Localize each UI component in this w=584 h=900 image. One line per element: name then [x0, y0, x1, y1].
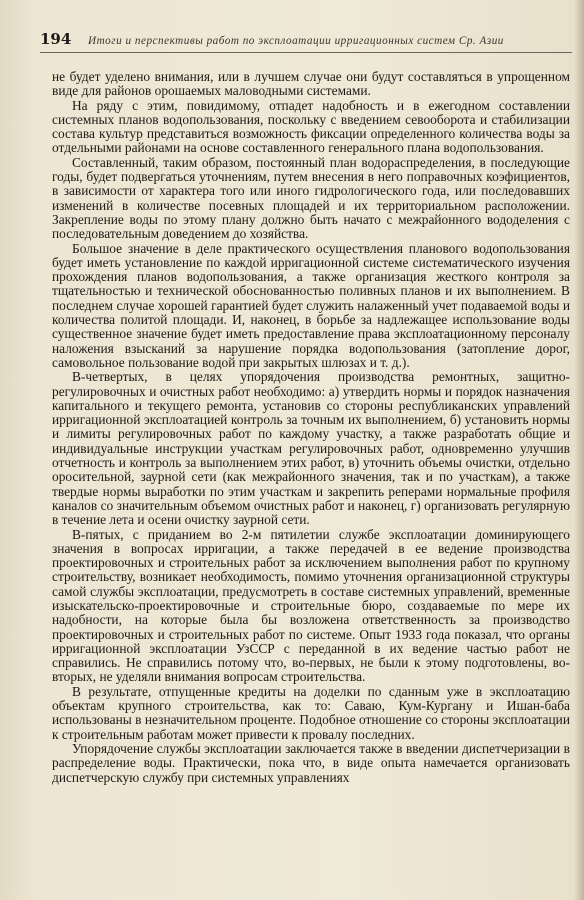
running-title: Итоги и перспективы работ по эксплоатации ирригационных систем Ср. Азии: [88, 35, 504, 47]
paragraph-2: На ряду с этим, повидимому, отпадет надобность и в ежегодном составлении системных планов водопользования, поскольку с введением севооборота и стабилизации состава культур представиться возможность фиксации определенного количества воды за отдельными районами на основе составленного генерального плана водопользования.: [52, 97, 570, 156]
paragraph-1: не будет уделено внимания, или в лучшем случае они будут составляться в упрощенном виде для районов орошаемых маловодными системами.: [52, 69, 570, 99]
page-header: [40, 30, 572, 53]
paragraph-5: В-четвертых, в целях упорядочения производства ремонтных, защитно-регулировочных и очистных работ необходимо: а) утвердить нормы и порядок назначения капитального и текущего ремонта, установив со стороны республиканских управлений ирригационной эксплоатацией контроль за точным их выполнением, б) установить нормы и лимиты регулировочных работ по каждому участку, а также разработать общие и индивидуальные инструкции участкам регулировочных работ, одновременно улучшив отчетность и контроль за выполнением этих работ, в) уточнить объемы очистки, отдельно оросительной, заурной сети (как межрайонного значения, так и по участкам), а также твердые нормы выработки по этим участкам и закрепить реперами нормальные профиля каналов со значительным объемом очистных работ и наконец, г) организовать регулярную в течение лета и осени очистку заурной сети.: [52, 369, 570, 528]
paragraph-7: В результате, отпущенные кредиты на доделки по сданным уже в эксплоатацию объектам крупного строительства, как то: Саваю, Кум-Кургану и Ишан-баба использованы в незначительном проценте. Подобное отношение со стороны эксплоатации к строительным работам может привести к провалу последних.: [52, 683, 570, 742]
paragraph-6: В-пятых, с приданием во 2-м пятилетии службе эксплоатации доминирующего значения в вопросах ирригации, а также передачей в ее ведение производства проектировочных и строительных работ за исключением выполнения работ по крупному строительству, возникает необходимость, помимо уточнения организационной структуры самой службы эксплоатации, предусмотреть в составе системных управлений, временные изыскательско-проектировочные и строительные бюро, создаваемые по мере их надобности, на которые была бы возложена ответственность за производство проектировочных и строительных работ по системе. Опыт 1933 года показал, что органы ирригационной эксплоатации УзССР с переданной в их ведение частью работ не справились. Не справились потому что, во-первых, не были к этому подготовлены, во-вторых, не уделяли внимания вопросам строительства.: [52, 526, 570, 685]
body-text: [52, 70, 570, 785]
paragraph-4: Большое значение в деле практического осуществления планового водопользования будет иметь установление по каждой ирригационной системе систематического изучения прохождения планов водопользования, а также организация жесткого контроля за тщательностью и технической обоснованностью поливных планов и их выполнением. В последнем случае хорошей гарантией будет служить налаженный учет подаваемой воды и количества политой площади. И, наконец, в борьбе за надлежащее использование воды существенное значение будет иметь предоставление права эксплоатационному персоналу наложения взысканий за нарушение порядка водопользования (затопление дорог, самовольное пользование водой при закрытых шлюзах и т. д.).: [52, 240, 570, 370]
page-number: 194: [40, 30, 72, 48]
page-edge-shadow: [574, 0, 584, 900]
paragraph-3: Составленный, таким образом, постоянный план водораспределения, в последующие годы, будет подвергаться уточнениям, путем внесения в него поправочных коэфициентов, в зависимости от характера того или иного гидрологического года, или последовавших изменений в количестве посевных площадей и их территориальном расположении. Закрепление воды по этому плану должно быть начато с межрайонного вододеления с последовательным доведением до хозяйства.: [52, 154, 570, 242]
paragraph-8: Упорядочение службы эксплоатации заключается также в введении диспетчеризации в распределение воды. Практически, пока что, в виде опыта намечается организовать диспетчерскую службу при системных управлениях: [52, 740, 570, 785]
